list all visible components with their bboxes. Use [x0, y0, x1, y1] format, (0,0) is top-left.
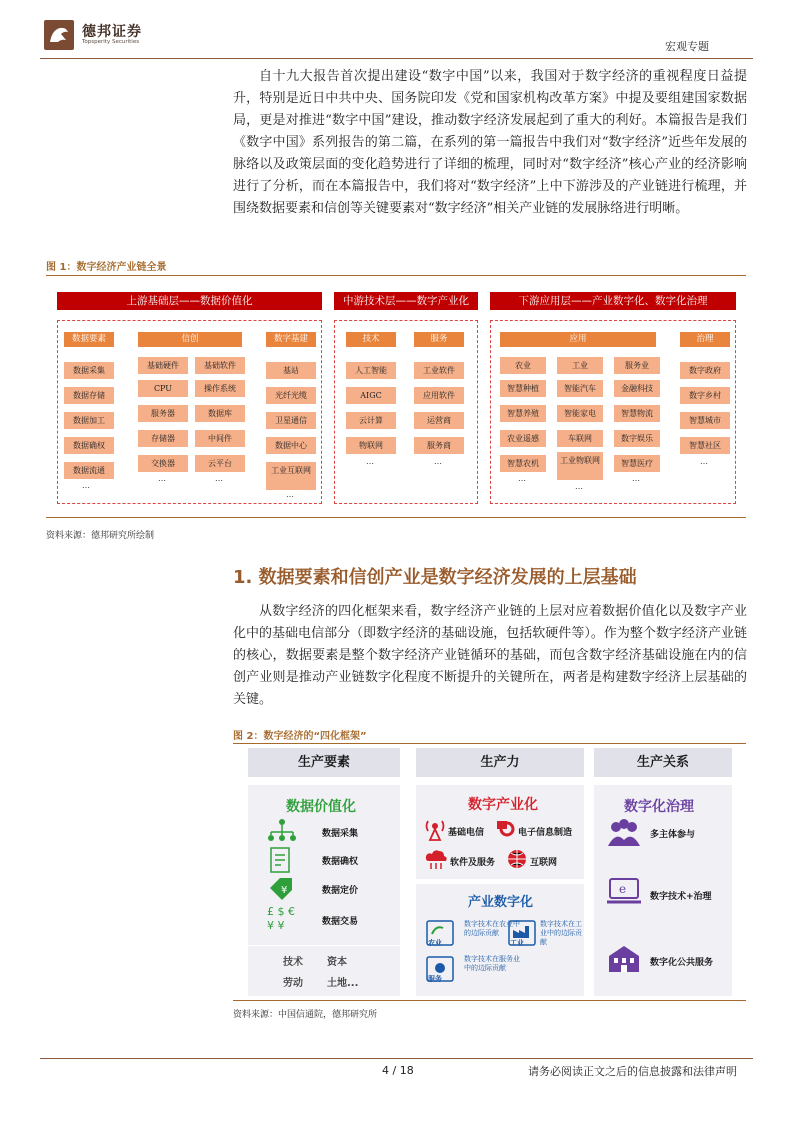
digital-industry-item: 软件及服务	[450, 858, 496, 868]
price-tag-icon	[266, 874, 296, 902]
people-icon	[606, 818, 642, 848]
ellipsis: …	[700, 457, 708, 466]
fig1-item: AIGC	[346, 387, 396, 404]
data-value-title: 数据价值化	[286, 799, 356, 815]
fig1-item: 数字娱乐	[614, 430, 660, 447]
fig1-item: 车联网	[557, 430, 603, 447]
intro-paragraph: 自十九大报告首次提出建设“数字中国”以来，我国对于数字经济的重视程度日益提升，特别是近日中共中央、国务院印发《党和国家机构改革方案》中提及要组建国家数据局，更是对推进“数字中国”建设，推动数字经济发展起到了重大的利好。本篇报告是我们《数字中国》系列报告的第二篇，在系列的第一篇报告中我们对“数字经济”近些年发展的脉络以及政策层面的变化趋势进行了详细的梳理，同时对“数字经济”核心产业的经济影响进行了分析，而在本篇报告中，我们将对“数字经济”上中下游涉及的产业链进行梳理，并围绕数据要素和信创等关键要素对“数字经济”相关产业链的发展脉络进行明晰。	[233, 69, 747, 216]
report-type: 宏观专题	[665, 40, 709, 53]
fig1-subhead: 基础软件	[195, 357, 245, 374]
ellipsis: …	[286, 490, 294, 499]
ellipsis: …	[82, 481, 90, 490]
fig1-item: 智慧医疗	[614, 455, 660, 472]
fig1-item: 工业物联网	[557, 452, 603, 480]
fig1-item: 工业互联网	[266, 462, 316, 490]
fig1-item: 数据确权	[64, 437, 114, 454]
layer-midstream: 中游技术层——数字产业化	[334, 292, 478, 310]
industry-tag: 农业	[428, 939, 442, 947]
data-value-item: 数据交易	[322, 917, 359, 927]
fig1-item: 云平台	[195, 455, 245, 472]
layer-downstream: 下游应用层——产业数字化、数字化治理	[490, 292, 736, 310]
currency-icon	[266, 902, 298, 932]
fig1-subhead: 服务业	[614, 357, 660, 374]
svg-text:¥ ¥: ¥ ¥	[267, 919, 285, 932]
document-icon	[268, 846, 294, 874]
fig1-item: 物联网	[346, 437, 396, 454]
ellipsis: …	[434, 457, 442, 466]
network-icon	[266, 818, 298, 844]
ellipsis: …	[366, 457, 374, 466]
fig1-item: 运营商	[414, 412, 464, 429]
fig1-item: 金融科技	[614, 380, 660, 397]
ellipsis: …	[575, 482, 583, 491]
industry-digital-item: 数字技术在工业中的边际贡献	[540, 920, 582, 946]
globe-icon	[506, 848, 528, 870]
fig1-item: 智慧城市	[680, 412, 730, 429]
industry-digital-item: 数字技术在服务业中的边际贡献	[464, 955, 520, 972]
fig1-item: 数字乡村	[680, 387, 730, 404]
upstream-data-factor-head: 数据要素	[64, 332, 114, 347]
fig1-subhead: 工业	[557, 357, 603, 374]
brand-logo	[44, 20, 74, 50]
fig1-subhead: 农业	[500, 357, 546, 374]
governance-title: 数字化治理	[624, 799, 694, 815]
fig1-item: 智慧养殖	[500, 405, 546, 422]
data-value-item: 数据定价	[322, 886, 359, 896]
upstream-xinchuang-head: 信创	[138, 332, 242, 347]
fig1-item: 数据流通	[64, 462, 114, 479]
figure2-bottom-rule	[233, 1000, 746, 1001]
factors-box	[248, 946, 400, 996]
digital-industry-item: 互联网	[530, 858, 558, 868]
fig1-item: 中间件	[195, 430, 245, 447]
fig1-item: 农业遥感	[500, 430, 546, 447]
fig1-item: 人工智能	[346, 362, 396, 379]
gear-icon	[496, 818, 518, 840]
fig1-item: 数据存储	[64, 387, 114, 404]
footer-disclaimer: 请务必阅读正文之后的信息披露和法律声明	[528, 1065, 737, 1078]
figure1-source: 资料来源：德邦研究所绘制	[46, 531, 155, 541]
industry-digital-title: 产业数字化	[468, 895, 534, 910]
laptop-icon	[606, 876, 642, 908]
fig1-subhead: 基础硬件	[138, 357, 188, 374]
brand-name: 德邦证券	[82, 24, 142, 40]
fig1-item: 服务器	[138, 405, 188, 422]
data-value-item: 数据确权	[322, 857, 359, 867]
figure1-title-rule	[46, 275, 746, 276]
data-value-item: 数据采集	[322, 829, 359, 839]
footer-divider	[40, 1058, 753, 1059]
fig1-item: 工业软件	[414, 362, 464, 379]
fig1-item: 数据中心	[266, 437, 316, 454]
fig1-item: 交换器	[138, 455, 188, 472]
midstream-service-head: 服务	[414, 332, 464, 347]
section-heading: 1. 数据要素和信创产业是数字经济发展的上层基础	[233, 567, 637, 588]
ellipsis: …	[158, 474, 166, 483]
fig1-item: CPU	[138, 380, 188, 397]
svg-text:¥: ¥	[281, 885, 288, 896]
col-head-relations: 生产关系	[594, 748, 732, 777]
fig1-item: 智慧物流	[614, 405, 660, 422]
fig1-item: 光纤光缆	[266, 387, 316, 404]
fig1-item: 智慧种植	[500, 380, 546, 397]
midstream-tech-head: 技术	[346, 332, 396, 347]
downstream-gov-head: 治理	[680, 332, 730, 347]
governance-item: 多主体参与	[650, 830, 696, 840]
fig1-item: 基站	[266, 362, 316, 379]
governance-item: 数字技术+治理	[650, 892, 712, 902]
digital-industry-title: 数字产业化	[468, 797, 538, 813]
fig1-item: 卫星通信	[266, 412, 316, 429]
upstream-infra-head: 数字基建	[266, 332, 316, 347]
figure1-bottom-rule	[46, 517, 746, 518]
fig1-item: 操作系统	[195, 380, 245, 397]
col-head-productivity: 生产力	[416, 748, 584, 777]
factor-label: 土地...	[327, 978, 359, 989]
figure1-title: 图 1：数字经济产业链全景	[46, 262, 167, 273]
industry-digital-item: 数字技术在农业中的边际贡献	[464, 920, 520, 937]
governance-item: 数字化公共服务	[650, 958, 714, 968]
fig1-item: 数据加工	[64, 412, 114, 429]
ellipsis: …	[518, 474, 526, 483]
fig1-item: 数字政府	[680, 362, 730, 379]
header-divider	[40, 58, 753, 59]
fig1-item: 智能家电	[557, 405, 603, 422]
fig1-item: 服务商	[414, 437, 464, 454]
cloud-icon	[424, 847, 448, 871]
fig1-item: 智慧社区	[680, 437, 730, 454]
col-head-factor: 生产要素	[248, 748, 400, 777]
signal-tower-icon	[424, 817, 446, 841]
fig1-item: 存储器	[138, 430, 188, 447]
fig1-item: 智能汽车	[557, 380, 603, 397]
layer-upstream: 上游基础层——数据价值化	[57, 292, 322, 310]
section-paragraph: 从数字经济的四化框架来看，数字经济产业链的上层对应着数据价值化以及数字产业化中的基础电信部分（即数字经济的基础设施，包括软硬件等）。作为整个数字经济产业链的核心，数据要素是整个数字经济产业链循环的基础，而包含数字经济基础设施在内的信创产业则是推动产业链数字化程度不断提升的关键所在，两者是构建数字经济上层基础的关键。	[233, 604, 747, 707]
page-number: 4 / 18	[382, 1064, 414, 1077]
brand-subtitle: Topsperity Securities	[82, 39, 140, 45]
ellipsis: …	[632, 474, 640, 483]
ellipsis: …	[215, 474, 223, 483]
figure2-title-rule	[233, 743, 746, 744]
figure2-title: 图 2：数字经济的“四化框架”	[233, 731, 367, 742]
svg-text:£ $ €: £ $ €	[267, 905, 295, 918]
fig1-item: 数据采集	[64, 362, 114, 379]
building-icon	[606, 942, 642, 974]
industry-tag: 工业	[510, 939, 524, 947]
industry-tag: 服务	[428, 975, 442, 983]
svg-text:e: e	[619, 882, 627, 896]
fig1-item: 数据库	[195, 405, 245, 422]
factor-label: 劳动	[283, 978, 303, 989]
fig1-item: 云计算	[346, 412, 396, 429]
digital-industry-item: 电子信息制造	[518, 828, 573, 838]
fig1-item: 智慧农机	[500, 455, 546, 472]
factor-label: 技术	[283, 957, 303, 968]
fig1-item: 应用软件	[414, 387, 464, 404]
downstream-app-head: 应用	[500, 332, 656, 347]
figure2-source: 资料来源：中国信通院，德邦研究所	[233, 1010, 378, 1020]
digital-industry-item: 基础电信	[448, 828, 485, 838]
factor-label: 资本	[327, 957, 347, 968]
